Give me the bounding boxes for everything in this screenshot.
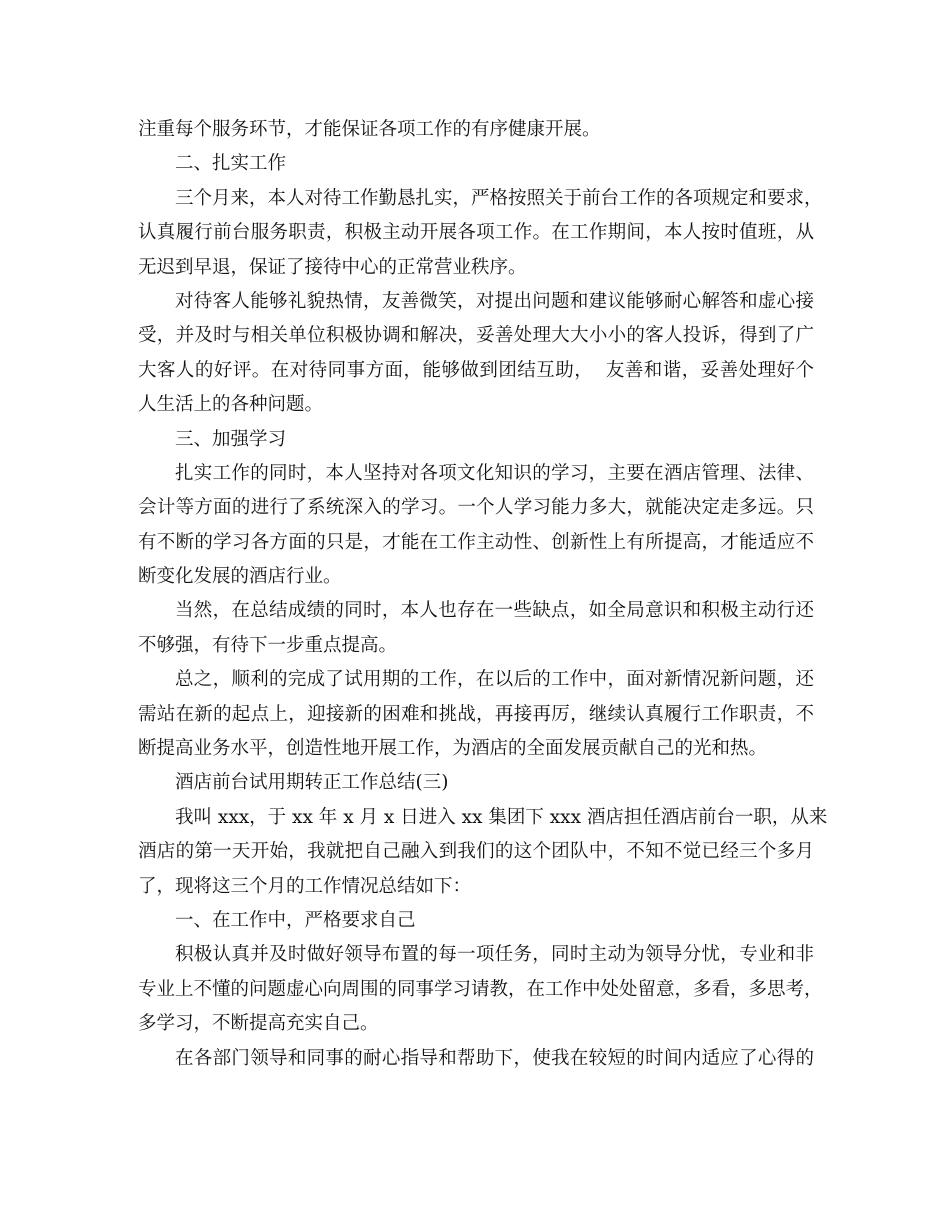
- text-line: 断变化发展的酒店行业。: [138, 566, 342, 588]
- text-line: 了，现将这三个月的工作情况总结如下：: [138, 875, 472, 897]
- text-line: 无迟到早退，保证了接待中心的正常营业秩序。: [138, 256, 527, 278]
- section-heading: 二、扎实工作: [175, 153, 287, 175]
- text-line: 有不断的学习各方面的只是，才能在工作主动性、创新性上有所提高，才能适应不: [138, 531, 814, 553]
- text-line: 扎实工作的同时，本人坚持对各项文化知识的学习，主要在酒店管理、法律、: [175, 462, 814, 484]
- text-line: 注重每个服务环节，才能保证各项工作的有序健康开展。: [138, 119, 601, 140]
- text-line: 不够强，有待下一步重点提高。: [138, 634, 398, 656]
- section-heading: 三、加强学习: [175, 428, 287, 450]
- text-line: 断提高业务水平，创造性地开展工作，为酒店的全面发展贡献自己的光和热。: [138, 738, 768, 760]
- text-line: 在各部门领导和同事的耐心指导和帮助下，使我在较短的时间内适应了心得的: [175, 1047, 814, 1069]
- text-line: 我叫 xxx，于 xx 年 x 月 x 日进入 xx 集团下 xxx 酒店担任酒店前台一职，从来: [175, 806, 828, 828]
- text-line: 当然，在总结成绩的同时，本人也存在一些缺点，如全局意识和积极主动行还: [175, 600, 814, 622]
- text-line: 专业上不懂的问题虚心向周围的同事学习请教，在工作中处处留意，多看，多思考，: [138, 978, 823, 1000]
- text-line: 三个月来，本人对待工作勤恳扎实，严格按照关于前台工作的各项规定和要求，: [175, 187, 823, 209]
- text-line: 人生活上的各种问题。: [138, 394, 324, 416]
- text-line: 认真履行前台服务职责，积极主动开展各项工作。在工作期间，本人按时值班，从: [138, 222, 814, 244]
- text-line: 总之，顺利的完成了试用期的工作，在以后的工作中，面对新情况新问题，还: [175, 669, 814, 691]
- text-line: 需站在新的起点上，迎接新的困难和挑战，再接再厉，继续认真履行工作职责，不: [138, 703, 814, 725]
- text-line: 受，并及时与相关单位积极协调和解决，妥善处理大大小小的客人投诉，得到了广: [138, 325, 814, 347]
- document-title: 酒店前台试用期转正工作总结(三): [175, 772, 449, 794]
- document-body: [138, 113, 828, 1076]
- text-line: 对待客人能够礼貌热情，友善微笑，对提出问题和建议能够耐心解答和虚心接: [175, 290, 814, 312]
- text-line: 积极认真并及时做好领导布置的每一项任务，同时主动为领导分忧，专业和非: [175, 944, 814, 966]
- text-line: 多学习，不断提高充实自己。: [138, 1013, 379, 1035]
- text-line: 会计等方面的进行了系统深入的学习。一个人学习能力多大，就能决定走多远。只: [138, 497, 814, 519]
- text-line: 酒店的第一天开始，我就把自己融入到我们的这个团队中，不知不觉已经三个多月: [138, 841, 814, 863]
- section-heading: 一、在工作中，严格要求自己: [175, 909, 416, 931]
- text-line: 大客人的好评。在对待同事方面，能够做到团结互助， 友善和谐，妥善处理好个: [138, 359, 814, 381]
